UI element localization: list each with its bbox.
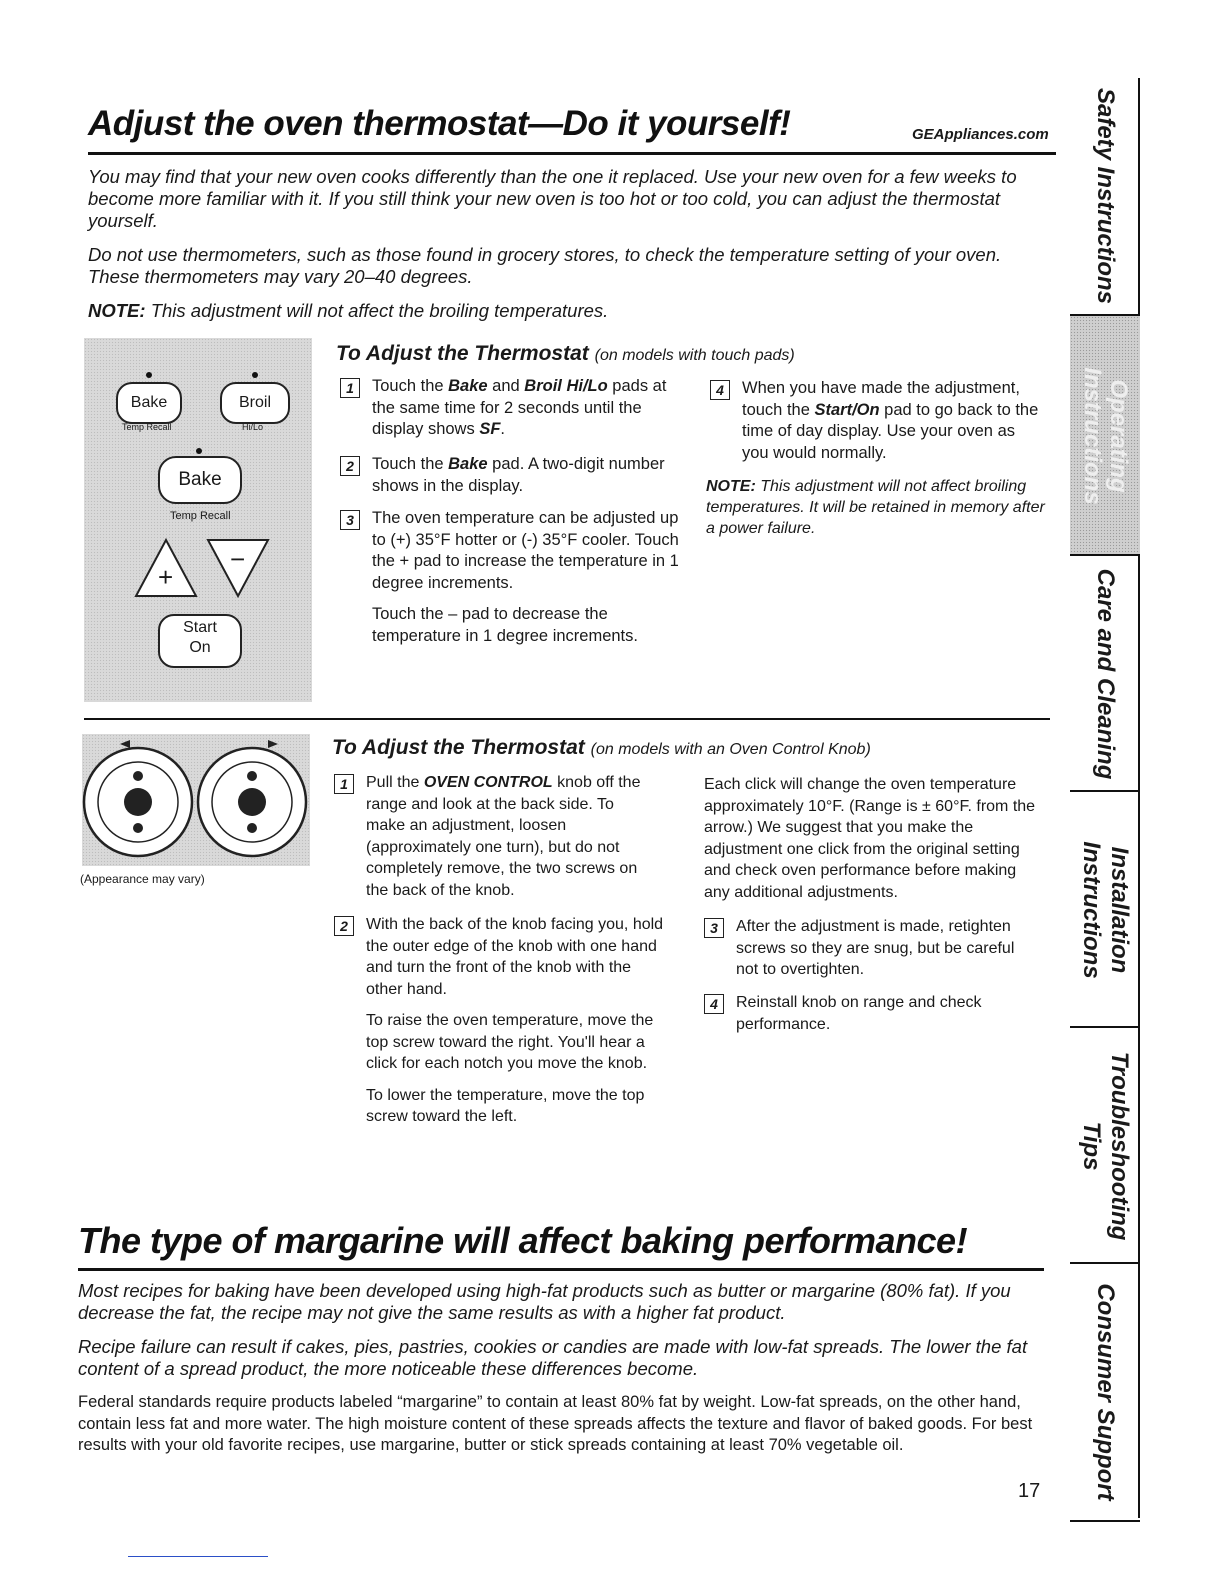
step-number: 2	[334, 916, 354, 936]
step-number: 3	[704, 918, 724, 938]
knob-step-2	[334, 914, 664, 1138]
intro-paragraph-1: You may find that your new oven cooks differently than the one it replaced. Use your new oven for a few weeks to become more familiar with it. If you still think your new oven is too hot or too cold, you can adjust the thermostat yourself.	[88, 166, 1017, 231]
tab-label: Troubleshooting Tips	[1078, 1051, 1133, 1241]
indicator-dot	[252, 372, 258, 378]
website-label: GEAppliances.com	[912, 126, 1049, 143]
temp-recall-label-small: Temp Recall	[122, 422, 172, 432]
plus-label: +	[158, 562, 174, 592]
margarine-paragraph-3: Federal standards require products labeled “margarine” to contain at least 80% fat by weight. Low-fat spreads, on the other hand, contain less fat and more water. The high moisture content of these spreads affects the texture and flavor of baked goods. For best results with your old favorite recipes, use margarine, butter or stick spreads containing at least 70% vegetable oil.	[78, 1393, 1033, 1454]
step-number: 2	[340, 456, 360, 476]
temp-recall-label: Temp Recall	[170, 510, 231, 522]
start-on-pad	[158, 614, 242, 668]
touch-step-2: 2 Touch the Bake pad. A two-digit number shows in the display.	[340, 454, 690, 497]
knob-left-icon	[84, 740, 192, 856]
step-3-paragraph-2: Touch the – pad to decrease the temperature in 1 degree increments.	[372, 605, 638, 645]
bake-pad-middle: Bake	[158, 456, 242, 504]
knob-step-4: 4 Reinstall knob on range and check performance.	[704, 992, 1040, 1035]
start-label: Start	[183, 619, 217, 636]
touch-section-heading	[336, 342, 795, 366]
indicator-dot	[146, 372, 152, 378]
step-2-paragraph-3: To lower the temperature, move the top screw toward the left.	[366, 1086, 645, 1125]
hilo-label-small: Hi/Lo	[242, 422, 264, 432]
step-number: 4	[710, 380, 730, 400]
knob-heading-sub: (on models with an Oven Control Knob)	[590, 741, 871, 758]
tab-troubleshooting-tips[interactable]	[1070, 1026, 1140, 1264]
touch-heading-sub: (on models with touch pads)	[594, 347, 795, 364]
knob-illustration	[82, 734, 310, 866]
tab-installation-instructions[interactable]	[1070, 790, 1140, 1028]
plus-minus-pads	[128, 534, 278, 604]
appearance-caption: (Appearance may vary)	[80, 872, 205, 886]
margarine-title: The type of margarine will affect baking performance!	[78, 1220, 968, 1261]
knob-section-heading	[332, 736, 871, 760]
knob-step-1: 1 Pull the OVEN CONTROL knob off the range and look at the back side. To make an adjustment, loosen (approximately one turn), but do not completely remove, the two screws on the back of the knob.	[334, 772, 652, 901]
oven-control-knobs	[82, 734, 310, 866]
knob-heading-text: To Adjust the Thermostat	[332, 736, 585, 759]
step-number: 4	[704, 994, 724, 1014]
tab-operating-instructions[interactable]	[1070, 314, 1140, 556]
step-number: 3	[340, 510, 360, 530]
note-text: This adjustment will not affect the broiling temperatures.	[145, 300, 609, 321]
tab-care-and-cleaning[interactable]	[1070, 554, 1140, 792]
bake-pad-top: Bake	[116, 382, 182, 424]
touch-step-4: 4 When you have made the adjustment, touch the Start/On pad to go back to the time of day display. Use your oven as you would normally.	[710, 378, 1040, 464]
knob-right-icon	[198, 740, 306, 856]
minus-label: −	[230, 544, 246, 574]
indicator-dot	[196, 448, 202, 454]
touch-step-3	[340, 508, 680, 657]
touch-note: NOTE: This adjustment will not affect broiling temperatures. It will be retained in memory after a power failure.	[706, 478, 1045, 537]
intro-section	[88, 166, 1038, 334]
touch-heading-text: To Adjust the Thermostat	[336, 342, 589, 365]
tab-consumer-support[interactable]	[1070, 1262, 1140, 1522]
margarine-rule	[78, 1268, 1044, 1271]
page-title: Adjust the oven thermostat—Do it yourself!	[88, 104, 791, 143]
knob-step-3: 3 After the adjustment is made, retighten screws so they are snug, but be careful not to overtighten.	[704, 916, 1040, 981]
tab-label: Consumer Support	[1092, 1283, 1119, 1501]
tab-label: Operating Instructions	[1079, 367, 1132, 505]
margarine-paragraph-2: Recipe failure can result if cakes, pies, pastries, cookies or candies are made with low-fat spreads. The lower the fat content of a spread product, the more noticeable these differences become.	[78, 1336, 1028, 1379]
tab-label: Care and Cleaning	[1092, 568, 1119, 780]
link-underline	[128, 1556, 268, 1557]
tab-safety-instructions[interactable]	[1070, 78, 1140, 314]
touch-step-1: 1 Touch the Bake and Broil Hi/Lo pads at the same time for 2 seconds until the display shows SF.	[340, 376, 680, 441]
step-3-paragraph-1: The oven temperature can be adjusted up to (+) 35°F hotter or (-) 35°F cooler. Touch the + pad to increase the temperature in 1 degree increments.	[372, 509, 679, 592]
section-divider	[84, 718, 1050, 720]
page-number: 17	[1018, 1480, 1041, 1502]
on-label: On	[189, 639, 211, 656]
margarine-paragraph-1: Most recipes for baking have been developed using high-fat products such as butter or margarine (80% fat). If you decrease the fat, the recipe may not give the same results as with a higher fat product.	[78, 1280, 1011, 1323]
note-label: NOTE:	[88, 300, 146, 321]
margarine-section	[78, 1280, 1038, 1457]
section-tabs	[1070, 78, 1140, 1518]
step-number: 1	[334, 774, 354, 794]
tab-label: Installation Instructions	[1078, 841, 1133, 979]
broil-pad: Broil	[220, 382, 290, 424]
touch-pad-illustration	[84, 338, 312, 702]
tab-label: Safety Instructions	[1092, 87, 1119, 305]
step-number: 1	[340, 378, 360, 398]
intro-note	[88, 300, 1038, 322]
title-rule	[88, 152, 1056, 155]
step-2-paragraph-2: To raise the oven temperature, move the top screw toward the right. You'll hear a click for each notch you move the knob.	[366, 1012, 654, 1072]
intro-paragraph-2: Do not use thermometers, such as those found in grocery stores, to check the temperature setting of your oven. These thermometers may vary 20–40 degrees.	[88, 244, 1002, 287]
step-2-paragraph-1: With the back of the knob facing you, hold the outer edge of the knob with one hand and turn the front of the knob with the other hand.	[366, 916, 664, 998]
knob-click-paragraph: Each click will change the oven temperature approximately 10°F. (Range is ± 60°F. from the arrow.) We suggest that you make the adjustment one click from the original setting and check oven performance before making any additional adjustments.	[704, 776, 1036, 901]
